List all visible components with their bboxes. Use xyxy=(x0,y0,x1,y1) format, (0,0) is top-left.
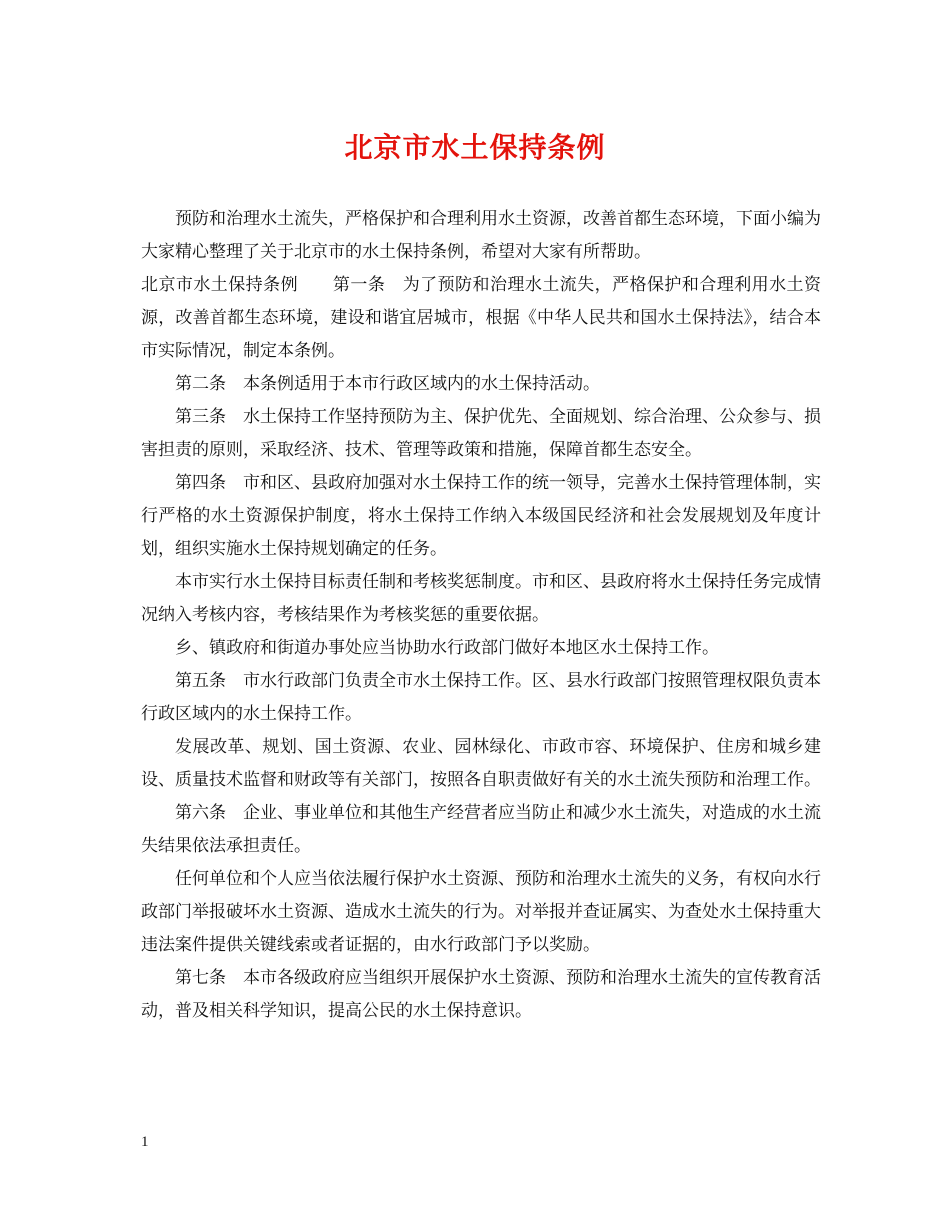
paragraph-article-4-township: 乡、镇政府和街道办事处应当协助水行政部门做好本地区水土保持工作。 xyxy=(175,638,719,658)
paragraph-article-5: 第五条 市水行政部门负责全市水土保持工作。区、县水行政部门按照管理权限负责本行政区域内的水土保持工作。 xyxy=(141,671,821,724)
paragraph-article-6-reporting: 任何单位和个人应当依法履行保护水土资源、预防和治理水土流失的义务，有权向水行政部门举报破坏水土资源、造成水土流失的行为。对举报并查证属实、为查处水土保持重大违法案件提供关键线索或者证据的，由水行政部门予以奖励。 xyxy=(141,869,821,955)
document-title: 北京市水土保持条例 xyxy=(344,131,606,164)
paragraph-intro: 预防和治理水土流失，严格保护和合理利用水土资源，改善首都生态环境，下面小编为大家精心整理了关于北京市的水土保持条例，希望对大家有所帮助。 xyxy=(141,209,821,262)
paragraph-article-2: 第二条 本条例适用于本市行政区域内的水土保持活动。 xyxy=(175,374,600,394)
paragraph-article-6: 第六条 企业、事业单位和其他生产经营者应当防止和减少水土流失，对造成的水土流失结果依法承担责任。 xyxy=(141,803,821,856)
paragraph-article-7: 第七条 本市各级政府应当组织开展保护水土资源、预防和治理水土流失的宣传教育活动，普及相关科学知识，提高公民的水土保持意识。 xyxy=(141,968,821,1021)
paragraph-article-4: 第四条 市和区、县政府加强对水土保持工作的统一领导，完善水土保持管理体制，实行严格的水土资源保护制度，将水土保持工作纳入本级国民经济和社会发展规划及年度计划，组织实施水土保持规划确定的任务。 xyxy=(141,473,821,559)
paragraph-article-4-responsibility: 本市实行水土保持目标责任制和考核奖惩制度。市和区、县政府将水土保持任务完成情况纳入考核内容，考核结果作为考核奖惩的重要依据。 xyxy=(141,572,821,625)
page-number: 1 xyxy=(141,1134,149,1150)
paragraph-article-1: 北京市水土保持条例 第一条 为了预防和治理水土流失，严格保护和合理利用水土资源，改善首都生态环境，建设和谐宜居城市，根据《中华人民共和国水土保持法》，结合本市实际情况，制定本条例。 xyxy=(141,275,821,361)
paragraph-article-3: 第三条 水土保持工作坚持预防为主、保护优先、全面规划、综合治理、公众参与、损害担责的原则，采取经济、技术、管理等政策和措施，保障首都生态安全。 xyxy=(141,407,821,460)
document-body xyxy=(141,203,821,1028)
paragraph-article-5-departments: 发展改革、规划、国土资源、农业、园林绿化、市政市容、环境保护、住房和城乡建设、质量技术监督和财政等有关部门，按照各自职责做好有关的水土流失预防和治理工作。 xyxy=(141,737,821,790)
